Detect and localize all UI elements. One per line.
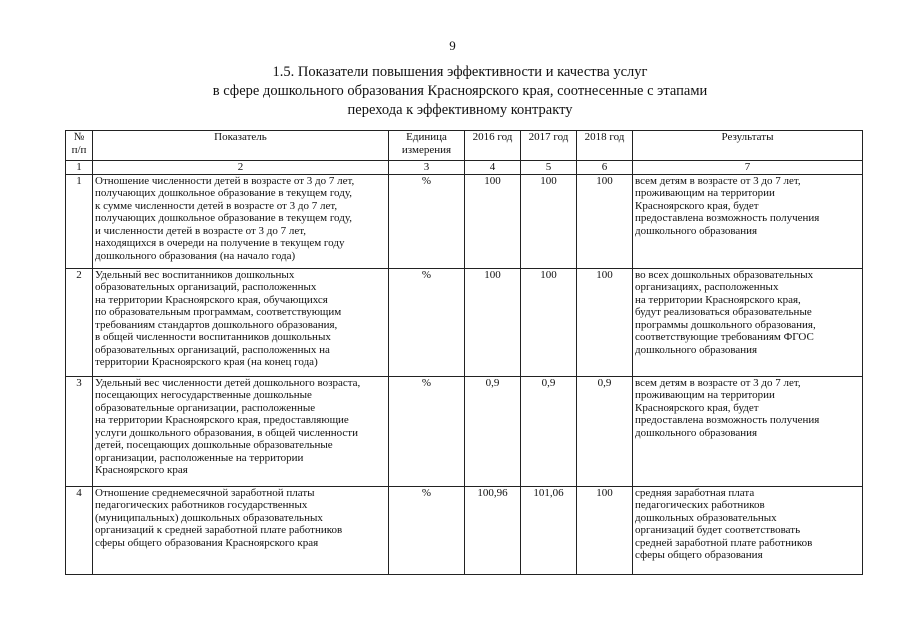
- row-results: во всех дошкольных образовательных организациях, расположенных на территории Красноярского края, будут реализоваться образовательные программы дошкольного образования, соответствующие требованиям ФГОС дошкольного образования: [633, 268, 863, 376]
- row-2018: 100: [577, 268, 633, 376]
- col-number: 2: [93, 161, 389, 175]
- row-2016: 100,96: [465, 486, 521, 574]
- row-num: 1: [66, 174, 93, 268]
- header-unit: Единица измерения: [389, 131, 465, 161]
- row-2017: 0,9: [521, 376, 577, 486]
- row-2018: 0,9: [577, 376, 633, 486]
- header-2016: 2016 год: [465, 131, 521, 161]
- indicators-table: [65, 130, 863, 575]
- row-2018: 100: [577, 174, 633, 268]
- row-indicator: Отношение среднемесячной заработной платы педагогических работников государственных (муниципальных) дошкольных образовательных организаций к средней заработной плате работников сферы общего образования Красноярского края: [93, 486, 389, 574]
- row-results: всем детям в возрасте от 3 до 7 лет, проживающим на территории Красноярского края, будет предоставлена возможность получения дошкольного образования: [633, 174, 863, 268]
- row-indicator: Удельный вес численности детей дошкольного возраста, посещающих негосударственные дошкольные образовательные организации, расположенные на территории Красноярского края, предоставляющие услуги дошкольного образования, в общей численности детей, посещающих дошкольные образовательные организации, расположенные на территории Красноярского края: [93, 376, 389, 486]
- table-row: [66, 174, 863, 268]
- row-indicator: Отношение численности детей в возрасте от 3 до 7 лет, получающих дошкольное образование в текущем году, к сумме численности детей в возрасте от 3 до 7 лет, получающих дошкольное образование в текущем году, и численности детей в возрасте от 3 до 7 лет, находящихся в очереди на получение в текущем году дошкольного образования (на начало года): [93, 174, 389, 268]
- title-line: в сфере дошкольного образования Красноярского края, соотнесенные с этапами: [212, 83, 708, 99]
- row-2016: 100: [465, 268, 521, 376]
- row-2016: 100: [465, 174, 521, 268]
- header-2018: 2018 год: [577, 131, 633, 161]
- row-num: 2: [66, 268, 93, 376]
- table-row: [66, 376, 863, 486]
- table-row: [66, 486, 863, 574]
- table-row: [66, 268, 863, 376]
- row-2016: 0,9: [465, 376, 521, 486]
- title-line: перехода к эффективному контракту: [347, 102, 573, 118]
- title-line: 1.5. Показатели повышения эффективности и качества услуг: [272, 64, 648, 80]
- row-unit: %: [389, 268, 465, 376]
- col-number: 3: [389, 161, 465, 175]
- row-unit: %: [389, 486, 465, 574]
- row-results: средняя заработная плата педагогических работников дошкольных образовательных организаций будет соответствовать средней заработной плате работников сферы общего образования: [633, 486, 863, 574]
- row-2017: 100: [521, 268, 577, 376]
- column-number-row: [66, 161, 863, 175]
- col-number: 5: [521, 161, 577, 175]
- col-number: 1: [66, 161, 93, 175]
- row-unit: %: [389, 174, 465, 268]
- header-results: Результаты: [633, 131, 863, 161]
- header-2017: 2017 год: [521, 131, 577, 161]
- header-num: № п/п: [66, 131, 93, 161]
- page-number: 9: [449, 38, 456, 53]
- row-results: всем детям в возрасте от 3 до 7 лет, проживающим на территории Красноярского края, будет предоставлена возможность получения дошкольного образования: [633, 376, 863, 486]
- col-number: 4: [465, 161, 521, 175]
- row-2017: 100: [521, 174, 577, 268]
- col-number: 7: [633, 161, 863, 175]
- row-indicator: Удельный вес воспитанников дошкольных образовательных организаций, расположенных на территории Красноярского края, обучающихся по образовательным программам, соответствующим требованиям стандартов дошкольного образования, в общей численности воспитанников дошкольных образовательных организаций, расположенных на территории Красноярского края (на конец года): [93, 268, 389, 376]
- row-num: 3: [66, 376, 93, 486]
- header-row: [66, 131, 863, 161]
- row-2017: 101,06: [521, 486, 577, 574]
- row-num: 4: [66, 486, 93, 574]
- header-indicator: Показатель: [93, 131, 389, 161]
- row-2018: 100: [577, 486, 633, 574]
- row-unit: %: [389, 376, 465, 486]
- col-number: 6: [577, 161, 633, 175]
- page-title: [170, 63, 750, 120]
